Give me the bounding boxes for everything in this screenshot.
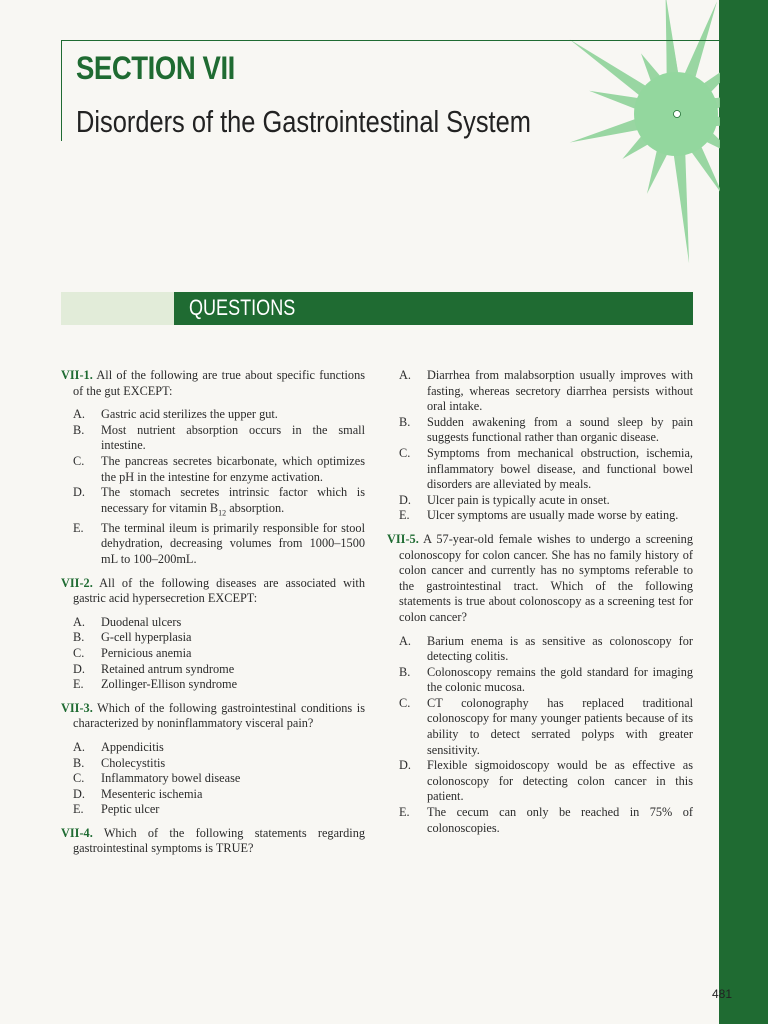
answer-option xyxy=(387,634,693,665)
question-block xyxy=(387,532,693,836)
question-text: All of the following diseases are associated with gastric acid hypersecretion EXCEPT: xyxy=(73,575,365,606)
question-text: Which of the following gastrointestinal conditions is characterized by noninflammatory visceral pain? xyxy=(73,700,365,731)
option-letter: A. xyxy=(73,407,85,422)
option-text: CT colonography has replaced traditional colonoscopy for many younger patients because of its ability to detect serrated polyps with greater sensitivity. xyxy=(427,695,693,757)
option-text: Duodenal ulcers xyxy=(101,614,182,629)
answer-option xyxy=(61,521,365,568)
option-letter: C. xyxy=(73,645,85,660)
question-block xyxy=(61,826,365,857)
option-letter: D. xyxy=(399,758,411,773)
right-edge-bar xyxy=(719,0,768,1024)
answer-option xyxy=(387,665,693,696)
right-question-column xyxy=(387,368,693,844)
option-text: Retained antrum syndrome xyxy=(101,661,235,676)
option-letter: B. xyxy=(73,755,85,770)
option-text: The cecum can only be reached in 75% of colonoscopies. xyxy=(427,805,693,835)
question-stem xyxy=(61,576,365,607)
option-text: Barium enema is as sensitive as colonoscopy for detecting colitis. xyxy=(427,633,693,664)
answer-option xyxy=(61,771,365,787)
option-letter: E. xyxy=(399,508,410,523)
option-text: Most nutrient absorption occurs in the small intestine. xyxy=(101,422,365,453)
answer-options xyxy=(61,407,365,567)
option-text: Zollinger-Ellison syndrome xyxy=(101,677,238,692)
question-number: VII-3. xyxy=(61,700,93,715)
questions-heading: QUESTIONS xyxy=(189,295,296,320)
questions-banner-left-block xyxy=(61,292,174,325)
option-text: Mesenteric ischemia xyxy=(101,786,203,801)
question-stem xyxy=(61,368,365,399)
option-text: The pancreas secretes bicarbonate, which optimizes the pH in the intestine for enzyme activation. xyxy=(101,453,365,484)
option-letter: D. xyxy=(73,786,85,801)
option-letter: C. xyxy=(73,771,85,786)
answer-option xyxy=(387,415,693,446)
question-block xyxy=(61,576,365,693)
answer-option xyxy=(387,805,693,836)
option-letter: A. xyxy=(399,368,411,382)
question-text: All of the following are true about specific functions of the gut EXCEPT: xyxy=(73,368,365,398)
question-stem xyxy=(61,826,365,857)
option-letter: E. xyxy=(73,802,84,817)
answer-options xyxy=(61,740,365,818)
answer-options xyxy=(387,634,693,837)
option-text: Ulcer symptoms are usually made worse by eating. xyxy=(427,508,679,523)
option-letter: D. xyxy=(73,485,85,500)
answer-option xyxy=(387,758,693,805)
answer-option xyxy=(61,454,365,485)
option-letter: C. xyxy=(399,445,411,460)
answer-option xyxy=(387,446,693,493)
option-text: Pernicious anemia xyxy=(101,645,192,660)
option-letter: B. xyxy=(73,630,85,645)
answer-option xyxy=(61,485,365,521)
option-letter: E. xyxy=(73,520,84,535)
option-letter: B. xyxy=(399,664,411,679)
question-number: VII-5. xyxy=(387,531,419,546)
option-letter: B. xyxy=(399,414,411,429)
option-text: Appendicitis xyxy=(101,739,164,754)
option-text: Cholecystitis xyxy=(101,755,166,770)
option-text: Flexible sigmoidoscopy would be as effective as colonoscopy for detecting colon cancer in this patient. xyxy=(427,758,693,804)
question-text: A 57-year-old female wishes to undergo a screening colonoscopy for colon cancer. She has no family history of colon cancer and currently has no symptoms referable to the gastrointestinal tract. Which of the following statements is true about colonoscopy as a screening test for colon cancer? xyxy=(399,531,693,624)
section-title: Disorders of the Gastrointestinal System xyxy=(76,104,531,139)
option-text: Symptoms from mechanical obstruction, ischemia, inflammatory bowel disease, and functional bowel disorders are alleviated by meals. xyxy=(427,445,693,492)
option-text: Ulcer pain is typically acute in onset. xyxy=(427,492,610,507)
question-block xyxy=(61,701,365,818)
answer-option xyxy=(387,493,693,509)
question-block xyxy=(61,368,365,568)
question-stem xyxy=(61,701,365,732)
question-block xyxy=(387,368,693,524)
page-number: 481 xyxy=(712,987,733,1001)
option-letter: C. xyxy=(399,695,411,710)
option-letter: C. xyxy=(73,453,85,468)
section-label: SECTION VII xyxy=(76,50,235,86)
answer-option xyxy=(61,662,365,678)
option-text: The stomach secretes intrinsic factor which is necessary for vitamin B xyxy=(101,485,365,515)
option-letter: A. xyxy=(73,614,85,629)
answer-option xyxy=(61,802,365,818)
answer-option xyxy=(61,407,365,423)
option-text: G-cell hyperplasia xyxy=(101,630,192,645)
option-letter: A. xyxy=(73,739,85,754)
answer-option xyxy=(61,423,365,454)
option-letter: E. xyxy=(399,805,410,820)
question-number: VII-1. xyxy=(61,368,93,382)
answer-option xyxy=(61,740,365,756)
option-text: Gastric acid sterilizes the upper gut. xyxy=(101,407,278,422)
answer-option xyxy=(61,756,365,772)
option-text-after: absorption. xyxy=(226,500,285,515)
option-subscript: 12 xyxy=(218,508,227,518)
left-question-column xyxy=(61,368,365,865)
burst-ray xyxy=(673,151,689,264)
option-letter: B. xyxy=(73,422,85,437)
option-letter: E. xyxy=(73,677,84,692)
option-letter: D. xyxy=(399,492,411,507)
option-text: Inflammatory bowel disease xyxy=(101,771,241,786)
answer-option xyxy=(61,646,365,662)
option-text: Diarrhea from malabsorption usually improves with fasting, whereas secretory diarrhea persists without oral intake. xyxy=(427,368,693,414)
option-text: Sudden awakening from a sound sleep by pain suggests functional rather than organic disease. xyxy=(427,414,693,445)
option-text: Peptic ulcer xyxy=(101,802,160,817)
question-text: Which of the following statements regarding gastrointestinal symptoms is TRUE? xyxy=(73,825,365,856)
answer-option xyxy=(387,368,693,415)
answer-option xyxy=(61,615,365,631)
questions-banner xyxy=(174,292,693,325)
answer-option xyxy=(387,696,693,758)
answer-option xyxy=(387,508,693,524)
answer-option xyxy=(61,630,365,646)
question-number: VII-2. xyxy=(61,575,93,590)
answer-options xyxy=(61,615,365,693)
answer-options xyxy=(387,368,693,524)
answer-option xyxy=(61,787,365,803)
question-number: VII-4. xyxy=(61,825,93,840)
option-letter: D. xyxy=(73,661,85,676)
answer-option xyxy=(61,677,365,693)
question-stem xyxy=(387,532,693,626)
option-text: Colonoscopy remains the gold standard for imaging the colonic mucosa. xyxy=(427,664,693,695)
option-letter: A. xyxy=(399,633,411,648)
option-text: The terminal ileum is primarily responsible for stool dehydration, decreasing volumes from 1000–1500 mL to 100–200mL. xyxy=(101,520,365,566)
